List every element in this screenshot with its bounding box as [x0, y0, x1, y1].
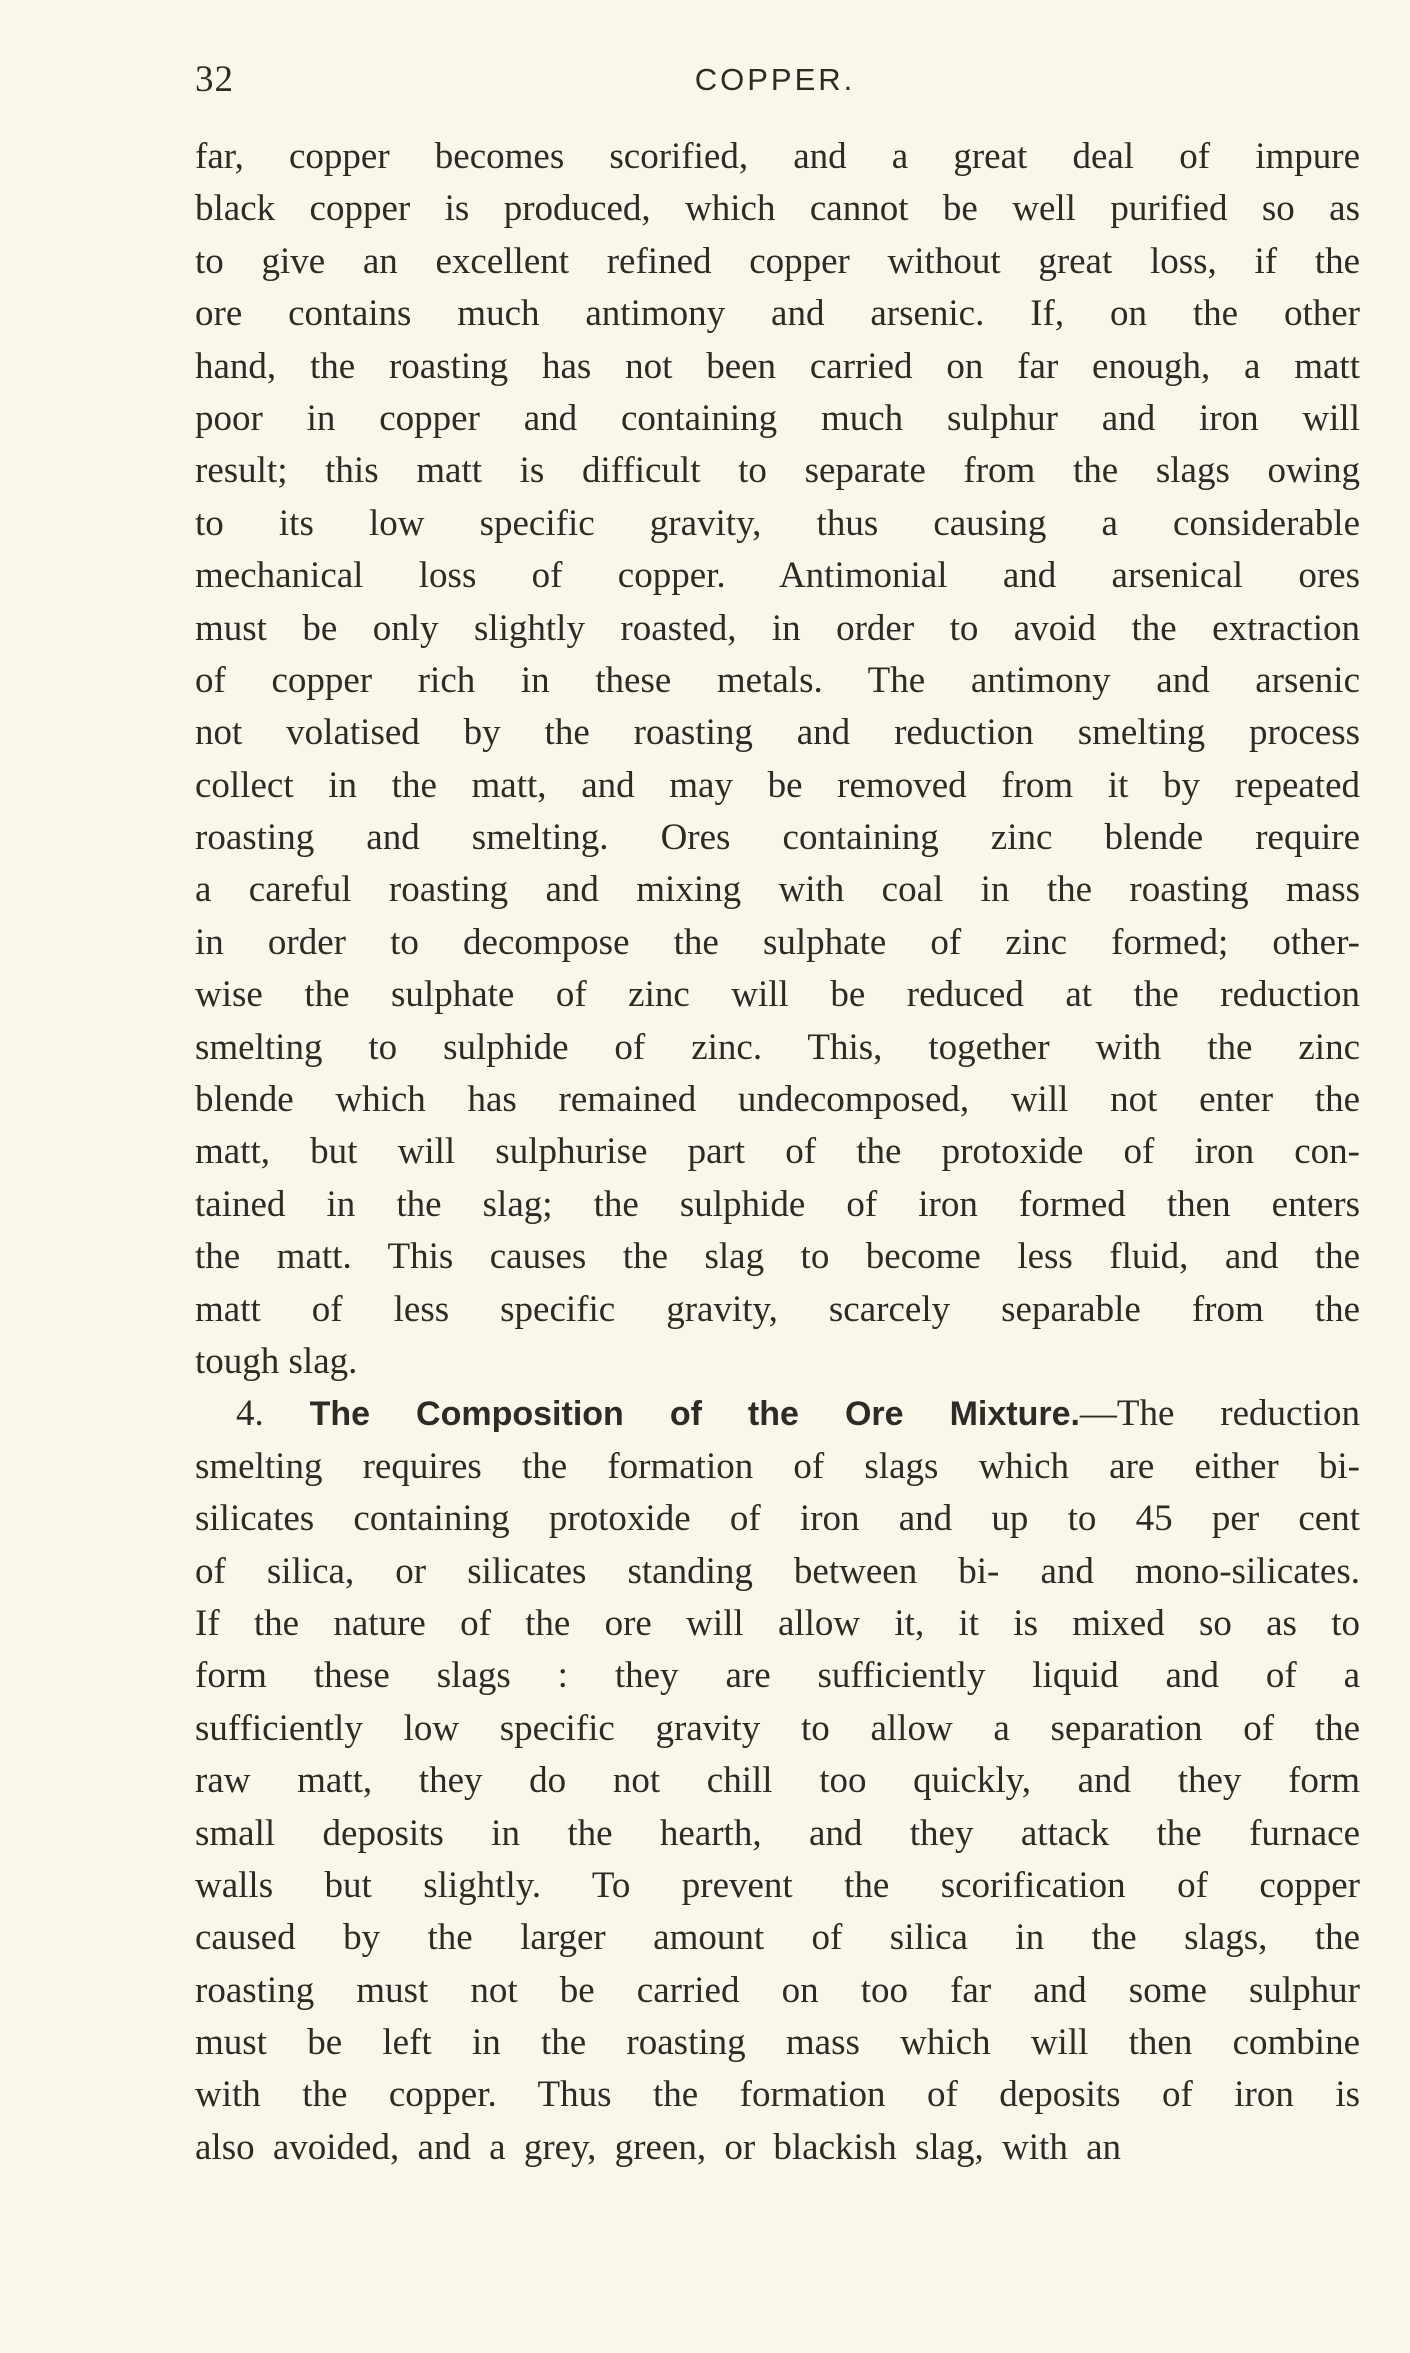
text-line: black copper is produced, which cannot be well purified so as	[195, 188, 1360, 230]
text-line: smelting requires the formation of slags which are either bi-	[195, 1445, 1360, 1487]
text-line: not volatised by the roasting and reduction smelting process	[195, 712, 1360, 754]
text-line: smelting to sulphide of zinc. This, together with the zinc	[195, 1026, 1360, 1068]
text-line: the matt. This causes the slag to become less fluid, and the	[195, 1236, 1360, 1278]
text-line: ore contains much antimony and arsenic. If, on the other	[195, 293, 1360, 335]
text-line: wise the sulphate of zinc will be reduced at the reduction	[195, 974, 1360, 1016]
body-text	[195, 131, 1360, 2174]
text-line: matt, but will sulphurise part of the protoxide of iron con-	[195, 1131, 1360, 1173]
text-line: small deposits in the hearth, and they attack the furnace	[195, 1812, 1360, 1854]
text-line: silicates containing protoxide of iron and up to 45 per cent	[195, 1498, 1360, 1540]
text-line: walls but slightly. To prevent the scorification of copper	[195, 1864, 1360, 1906]
text-line: with the copper. Thus the formation of deposits of iron is	[195, 2074, 1360, 2116]
section-first-line-rest: —The reduction	[1079, 1393, 1360, 1435]
page-number: 32	[195, 59, 234, 100]
running-title: COPPER.	[694, 62, 856, 97]
text-line: result; this matt is difficult to separate from the slags owing	[195, 450, 1360, 492]
text-line: collect in the matt, and may be removed from it by repeated	[195, 764, 1360, 806]
text-line: sufficiently low specific gravity to allow a separation of the	[195, 1707, 1360, 1749]
text-line: poor in copper and containing much sulphur and iron will	[195, 397, 1360, 439]
text-line: must be left in the roasting mass which will then combine	[195, 2022, 1360, 2064]
text-line: to give an excellent refined copper without great loss, if the	[195, 240, 1360, 282]
text-line: roasting and smelting. Ores containing zinc blende require	[195, 817, 1360, 859]
text-line: hand, the roasting has not been carried on far enough, a matt	[195, 345, 1360, 387]
text-line: caused by the larger amount of silica in the slags, the	[195, 1917, 1360, 1959]
text-line: tained in the slag; the sulphide of iron formed then enters	[195, 1183, 1360, 1225]
text-line: in order to decompose the sulphate of zinc formed; other-	[195, 921, 1360, 963]
text-line: a careful roasting and mixing with coal in the roasting mass	[195, 869, 1360, 911]
text-line: far, copper becomes scorified, and a great deal of impure	[195, 136, 1360, 177]
section-heading: The Composition of the Ore Mixture.	[309, 1395, 1080, 1434]
text-line: to its low specific gravity, thus causing a considerable	[195, 502, 1360, 544]
text-line: roasting must not be carried on too far and some sulphur	[195, 1969, 1360, 2011]
text-line: If the nature of the ore will allow it, it is mixed so as to	[195, 1602, 1360, 1644]
text-line: of copper rich in these metals. The antimony and arsenic	[195, 659, 1360, 701]
text-line: must be only slightly roasted, in order to avoid the extraction	[195, 607, 1360, 649]
text-line: form these slags : they are sufficiently liquid and of a	[195, 1655, 1360, 1697]
text-line: of silica, or silicates standing between bi- and mono-silicates.	[195, 1550, 1360, 1592]
text-line: matt of less specific gravity, scarcely separable from the	[195, 1288, 1360, 1330]
text-line: raw matt, they do not chill too quickly, and they form	[195, 1760, 1360, 1802]
section-number: 4.	[236, 1393, 264, 1435]
text-line: also avoided, and a grey, green, or blackish slag, with an	[195, 2126, 1122, 2168]
text-line: mechanical loss of copper. Antimonial and arsenical ores	[195, 555, 1360, 597]
text-line: blende which has remained undecomposed, will not enter the	[195, 1079, 1360, 1121]
paragraph-last-line: tough slag.	[195, 1340, 358, 1382]
running-head	[195, 50, 1355, 110]
section-first-line	[195, 1388, 1360, 1440]
